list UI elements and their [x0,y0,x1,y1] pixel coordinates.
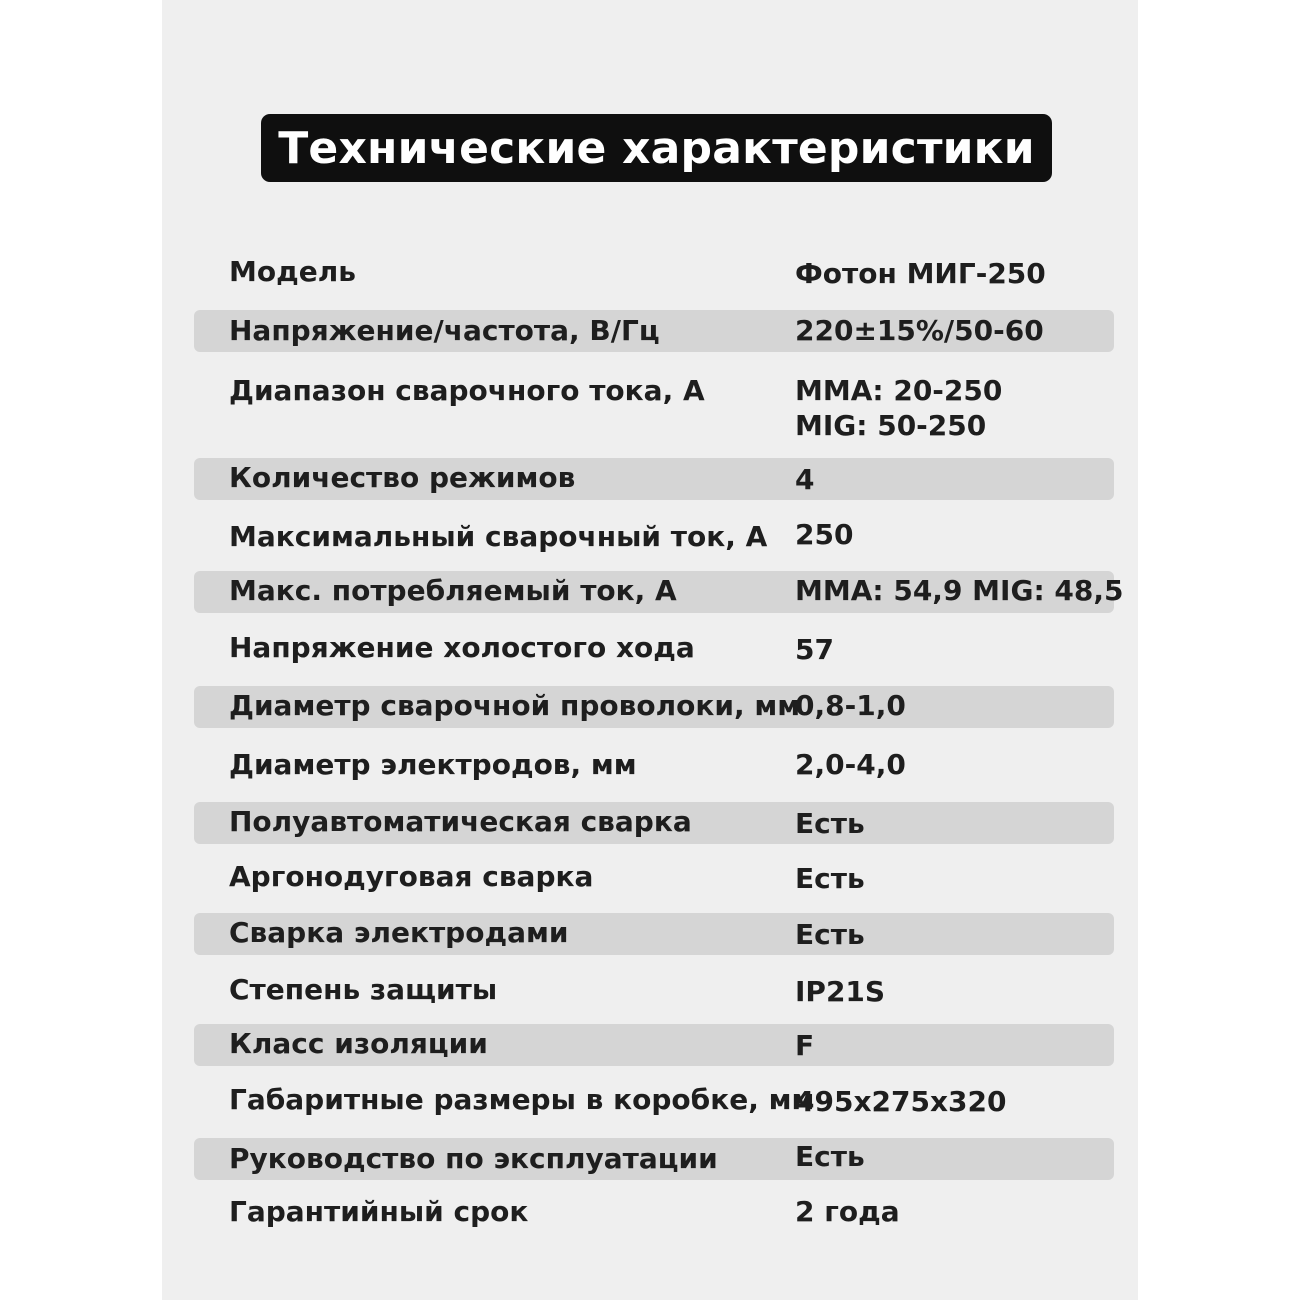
spec-label: Диаметр электродов, мм [229,748,637,781]
spec-label: Класс изоляции [229,1027,488,1060]
spec-row-electrode-diameter [194,744,1114,786]
spec-value: IP21S [795,975,886,1008]
spec-row-argon-arc-welding [194,857,1114,899]
spec-label: Напряжение холостого хода [229,631,695,664]
title-banner [261,114,1052,182]
spec-row-warranty [194,1192,1114,1234]
spec-row-box-dimensions [194,1080,1114,1122]
spec-label: Степень защиты [229,973,498,1006]
spec-row-insulation-class [194,1024,1114,1066]
spec-value-second-line: MIG: 50-250 [795,409,987,442]
spec-row-voltage-frequency [194,310,1114,352]
spec-label: Диапазон сварочного тока, А [229,374,705,407]
spec-value: 4 [795,463,815,496]
spec-row-max-welding-current [194,515,1114,557]
spec-row-protection-class [194,970,1114,1012]
spec-row-model [194,252,1114,294]
spec-value: 0,8-1,0 [795,689,906,722]
spec-value: Фотон МИГ-250 [795,257,1046,290]
spec-value: Есть [795,862,865,895]
spec-row-modes-count [194,458,1114,500]
spec-row-open-circuit-voltage [194,628,1114,670]
spec-label: Напряжение/частота, В/Гц [229,314,660,347]
spec-row-wire-diameter [194,686,1114,728]
spec-value: 57 [795,633,834,666]
spec-value: Есть [795,807,865,840]
spec-row-max-consumed-current [194,571,1124,613]
spec-value: 495x275x320 [795,1085,1007,1118]
spec-label: Макс. потребляемый ток, А [229,574,677,607]
spec-value: F [795,1029,815,1062]
spec-row-welding-current-range [194,368,1114,448]
spec-row-electrode-welding [194,913,1114,955]
spec-label: Гарантийный срок [229,1195,529,1228]
spec-label: Максимальный сварочный ток, А [229,520,768,553]
spec-value: Есть [795,918,865,951]
spec-value: 220±15%/50-60 [795,314,1044,347]
spec-label: Габаритные размеры в коробке, мм [229,1083,815,1116]
spec-value: ММА: 54,9 MIG: 48,5 [795,574,1124,607]
spec-label: Диаметр сварочной проволоки, мм [229,689,801,722]
spec-label: Сварка электродами [229,916,569,949]
spec-value: 2 года [795,1195,900,1228]
spec-label: Руководство по эксплуатации [229,1142,718,1175]
spec-row-semi-automatic-welding [194,802,1114,844]
spec-value: ММА: 20-250 [795,374,1003,407]
spec-value: 2,0-4,0 [795,748,906,781]
spec-label: Модель [229,255,356,288]
spec-label: Аргонодуговая сварка [229,860,594,893]
spec-value: 250 [795,518,854,551]
spec-label: Количество режимов [229,461,576,494]
spec-label: Полуавтоматическая сварка [229,805,692,838]
page-title: Технические характеристики [278,122,1035,174]
spec-row-user-manual [194,1138,1114,1180]
spec-value: Есть [795,1140,865,1173]
